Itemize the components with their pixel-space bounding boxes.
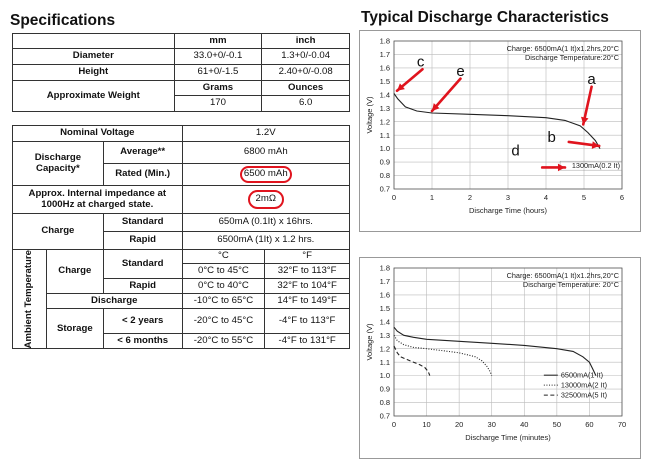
- x-tick-label: 20: [454, 420, 464, 429]
- charge-rapid-label: Rapid: [103, 232, 182, 250]
- y-tick-label: 0.8: [379, 398, 390, 408]
- capacity-label: Discharge Capacity*: [13, 142, 104, 186]
- col-celsius: °C: [182, 250, 265, 264]
- discharge-chart-hours: [360, 31, 640, 231]
- chart-note: Charge: 6500mA(1 It)x1.2hrs,20°C: [506, 44, 619, 53]
- annotation-letter: e: [456, 62, 465, 80]
- x-tick-label: 5: [581, 193, 587, 202]
- ambient-rapid-c: 0°C to 40°C: [182, 279, 265, 294]
- storage-2y-f: -4°F to 113°F: [265, 309, 350, 334]
- height-label: Height: [13, 65, 175, 81]
- spec-title: Specifications: [10, 12, 116, 29]
- ambient-charge-label: Charge: [46, 250, 103, 294]
- y-tick-label: 0.9: [379, 157, 390, 167]
- annotation-letter: d: [511, 142, 520, 160]
- ambient-standard-c: 0°C to 45°C: [182, 264, 265, 279]
- diameter-mm: 33.0+0/-0.1: [174, 49, 262, 65]
- legend-label: 32500mA(5 It): [560, 390, 608, 400]
- ambient-standard-label: Standard: [103, 250, 182, 279]
- x-tick-label: 1: [429, 193, 435, 202]
- y-axis-title: Voltage (V): [365, 96, 374, 134]
- y-tick-label: 1.8: [379, 36, 390, 46]
- x-tick-label: 60: [585, 420, 594, 429]
- y-tick-label: 0.7: [379, 184, 390, 194]
- diameter-label: Diameter: [13, 49, 175, 65]
- height-mm: 61+0/-1.5: [174, 65, 262, 81]
- x-tick-label: 70: [617, 420, 627, 429]
- discharge-chart-minutes: [360, 258, 640, 458]
- y-tick-label: 1.4: [379, 317, 390, 327]
- y-tick-label: 1.8: [379, 263, 390, 273]
- charge-standard-label: Standard: [103, 214, 182, 232]
- legend-label: 13000mA(2 It): [560, 380, 608, 390]
- x-tick-label: 0: [391, 193, 397, 202]
- ambient-discharge-c: -10°C to 65°C: [182, 294, 265, 309]
- x-tick-label: 3: [505, 193, 511, 202]
- discharge-title: Typical Discharge Characteristics: [361, 9, 609, 26]
- nominal-voltage-label: Nominal Voltage: [13, 126, 183, 142]
- chart-note: Discharge Temperature:20°C: [524, 53, 619, 62]
- x-tick-label: 40: [520, 420, 529, 429]
- series-line: [394, 335, 492, 375]
- charge-rapid-value: 6500mA (1It) x 1.2 hrs.: [182, 232, 349, 250]
- x-axis-title: Discharge Time (minutes): [465, 433, 551, 442]
- y-tick-label: 1.5: [379, 76, 390, 86]
- y-axis-title: Voltage (V): [365, 323, 374, 361]
- chart-note: Charge: 6500mA(1 It)x1.2hrs,20°C: [506, 271, 619, 280]
- average-label: Average**: [103, 142, 182, 164]
- ambient-discharge-label: Discharge: [46, 294, 182, 309]
- col-ounces: Ounces: [262, 81, 350, 96]
- x-tick-label: 2: [467, 193, 473, 202]
- rated-label: Rated (Min.): [103, 164, 182, 186]
- x-axis-title: Discharge Time (hours): [469, 206, 547, 215]
- annotation-letter: c: [416, 53, 425, 71]
- col-mm: mm: [174, 34, 262, 49]
- y-tick-label: 0.9: [379, 384, 390, 394]
- ambient-standard-f: 32°F to 113°F: [265, 264, 350, 279]
- charge-label: Charge: [13, 214, 104, 250]
- weight-ounces: 6.0: [262, 96, 350, 112]
- average-value: 6800 mAh: [182, 142, 349, 164]
- col-fahrenheit: °F: [265, 250, 350, 264]
- nominal-voltage-value: 1.2V: [182, 126, 349, 142]
- storage-2y-label: < 2 years: [103, 309, 182, 334]
- y-tick-label: 1.0: [379, 371, 390, 381]
- x-tick-label: 6: [619, 193, 625, 202]
- storage-label: Storage: [46, 309, 103, 349]
- discharge-chart-hours-panel: [359, 30, 641, 232]
- y-tick-label: 1.3: [379, 103, 390, 113]
- y-tick-label: 1.2: [379, 117, 390, 127]
- series-label: 1300mA(0.2 It): [571, 161, 621, 171]
- ambient-rapid-label: Rapid: [103, 279, 182, 294]
- y-tick-label: 0.8: [379, 171, 390, 181]
- storage-6m-label: < 6 months: [103, 334, 182, 349]
- ambient-rapid-f: 32°F to 104°F: [265, 279, 350, 294]
- y-tick-label: 1.0: [379, 144, 390, 154]
- y-tick-label: 1.3: [379, 330, 390, 340]
- dimensions-table: [12, 33, 350, 112]
- chart-note: Discharge Temperature: 20°C: [522, 280, 619, 289]
- x-tick-label: 30: [487, 420, 496, 429]
- storage-2y-c: -20°C to 45°C: [182, 309, 265, 334]
- y-tick-label: 1.7: [379, 277, 390, 287]
- annotation-letter: b: [547, 128, 556, 146]
- series-line: [394, 94, 600, 149]
- series-line: [394, 346, 430, 376]
- col-inch: inch: [262, 34, 350, 49]
- storage-6m-c: -20°C to 55°C: [182, 334, 265, 349]
- rated-value: 6500 mAh: [240, 166, 292, 182]
- ambient-discharge-f: 14°F to 149°F: [265, 294, 350, 309]
- impedance-label: Approx. Internal impedance at 1000Hz at charged state.: [13, 186, 183, 214]
- annotation-letter: a: [587, 71, 596, 89]
- x-tick-label: 0: [391, 420, 397, 429]
- col-grams: Grams: [174, 81, 262, 96]
- storage-6m-f: -4°F to 131°F: [265, 334, 350, 349]
- weight-grams: 170: [174, 96, 262, 112]
- x-tick-label: 4: [543, 193, 549, 202]
- diameter-inch: 1.3+0/-0.04: [262, 49, 350, 65]
- y-tick-label: 1.6: [379, 63, 390, 73]
- y-tick-label: 1.7: [379, 50, 390, 60]
- x-tick-label: 50: [552, 420, 562, 429]
- discharge-chart-minutes-panel: [359, 257, 641, 459]
- ambient-temperature-label: Ambient Temperature: [23, 250, 35, 349]
- y-tick-label: 0.7: [379, 411, 390, 421]
- y-tick-label: 1.1: [379, 357, 390, 367]
- spec-table: [12, 125, 350, 349]
- y-tick-label: 1.5: [379, 303, 390, 313]
- height-inch: 2.40+0/-0.08: [262, 65, 350, 81]
- y-tick-label: 1.2: [379, 344, 390, 354]
- y-tick-label: 1.1: [379, 130, 390, 140]
- series-line: [394, 327, 596, 375]
- y-tick-label: 1.6: [379, 290, 390, 300]
- y-tick-label: 1.4: [379, 90, 390, 100]
- weight-label: Approximate Weight: [13, 81, 175, 112]
- x-tick-label: 10: [422, 420, 431, 429]
- charge-standard-value: 650mA (0.1It) x 16hrs.: [182, 214, 349, 232]
- impedance-value: 2mΩ: [248, 190, 285, 208]
- legend-label: 6500mA(1 It): [560, 370, 604, 380]
